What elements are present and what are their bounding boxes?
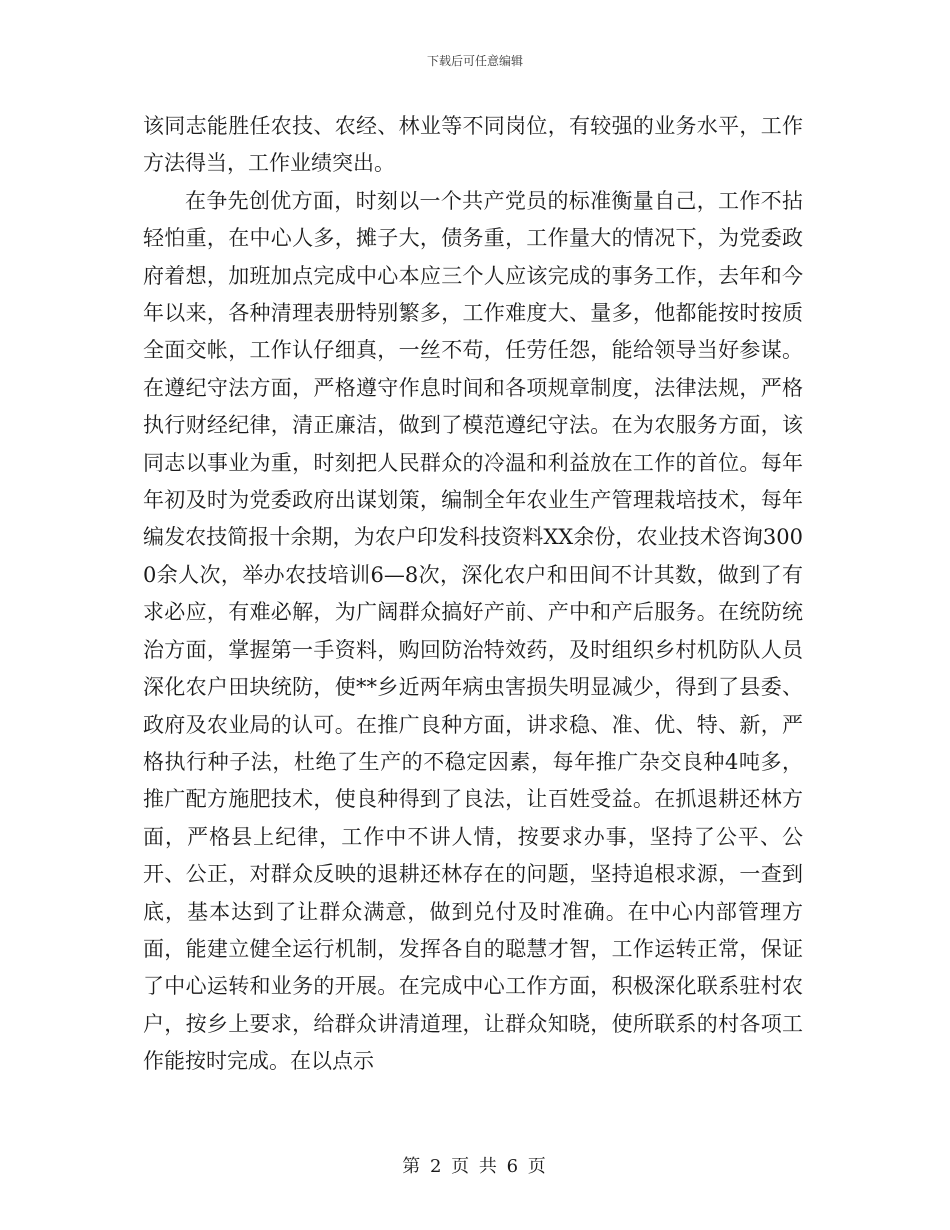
page-footer: 第 2 页 共 6 页 (402, 1156, 548, 1177)
paragraph-1: 该同志能胜任农技、农经、林业等不同岗位，有较强的业务水平，工作方法得当，工作业绩突出。 (143, 114, 803, 176)
paragraph-2: 在争先创优方面，时刻以一个共产党员的标准衡量自己，工作不拈轻怕重，在中心人多，摊子大，债务重，工作量大的情况下，为党委政府着想，加班加点完成中心本应三个人应该完成的事务工作，去年和今年以来，各种清理表册特别繁多，工作难度大、量多，他都能按时按质全面交帐，工作认仔细真，一丝不苟，任劳任怨，能给领导当好参谋。在遵纪守法方面，严格遵守作息时间和各项规章制度，法律法规，严格执行财经纪律，清正廉洁，做到了模范遵纪守法。在为农服务方面，该同志以事业为重，时刻把人民群众的冷温和利益放在工作的首位。每年年初及时为党委政府出谋划策，编制全年农业生产管理栽培技术，每年编发农技简报十余期，为农户印发科技资料XX余份，农业技术咨询3000余人次，举办农技培训6—8次，深化农户和田间不计其数，做到了有求必应，有难必解，为广阔群众搞好产前、产中和产后服务。在统防统治方面，掌握第一手资料，购回防治特效药，及时组织乡村机防队人员深化农户田块统防，使**乡近两年病虫害损失明显减少，得到了县委、政府及农业局的认可。在推广良种方面，讲求稳、准、优、特、新，严格执行种子法，杜绝了生产的不稳定因素，每年推广杂交良种4吨多，推广配方施肥技术，使良种得到了良法，让百姓受益。在抓退耕还林方面，严格县上纪律，工作中不讲人情，按要求办事，坚持了公平、公开、公正，对群众反映的退耕还林存在的问题，坚持追根求源，一查到底，基本达到了让群众满意，做到兑付及时准确。在中心内部管理方面，能建立健全运行机制，发挥各自的聪慧才智，工作运转正常，保证了中心运转和业务的开展。在完成中心工作方面，积极深化联系驻村农户，按乡上要求，给群众讲清道理，让群众知晓，使所联系的村各项工作能按时完成。在以点示 (143, 188, 803, 1074)
page-header: 下载后可任意编辑 (426, 54, 523, 68)
document-body (143, 108, 803, 1081)
